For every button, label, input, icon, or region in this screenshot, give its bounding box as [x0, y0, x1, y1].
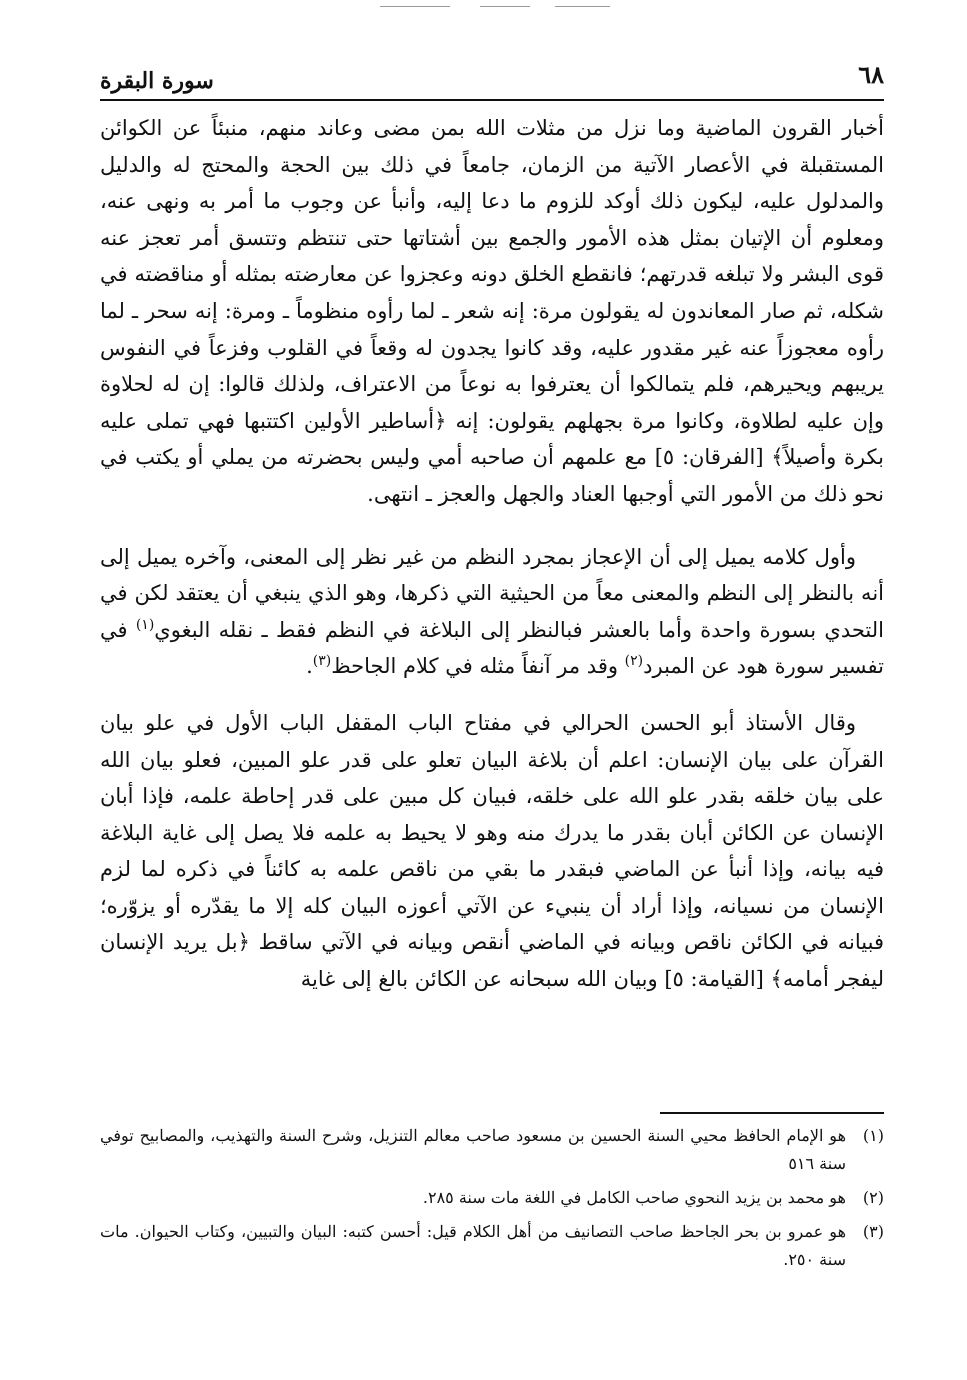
footnote-3: [100, 1218, 884, 1274]
footnote-number: (١): [862, 1126, 884, 1145]
footnote-1: [100, 1122, 884, 1178]
footnote-text: هو الإمام الحافظ محيي السنة الحسين بن مسعود صاحب معالم التنزيل، وشرح السنة والتهذيب، والمصابيح توفي سنة ٥١٦: [100, 1126, 846, 1173]
footnotes: [100, 1122, 884, 1280]
footnote-2: [100, 1184, 884, 1212]
paragraph-2-text-a: وأول كلامه يميل إلى أن الإعجاز بمجرد النظم من غير نظر إلى المعنى، وآخره يميل إلى أنه بالنظر إلى النظم والمعنى معاً من الحيثية التي ذكرها، وهو الذي ينبغي أن يعتقد لكن في التحدي بسورة واحدة وأما بالعشر فبالنظر إلى البلاغة في النظم فقط ـ نقله البغوي: [100, 544, 884, 642]
paragraph-3: وقال الأستاذ أبو الحسن الحرالي في مفتاح الباب المقفل الباب الأول في علو بيان القرآن على بيان الإنسان: اعلم أن بلاغة البيان تعلو على قدر علو المبين، فعلو بيان الله على بيان خلقه بقدر علو الله على خلقه، فبيان كل مبين على قدر إحاطة علمه، فإذا أبان الإنسان عن الكائن أبان بقدر ما يدرك منه وهو لا يحيط به علمه فلا يصل إلى غاية البلاغة فيه بيانه، وإذا أنبأ عن الماضي فبقدر ما بقي من ناقص علمه به كائناً في ذكره لما لزم الإنسان من نسيانه، وإذا أراد أن ينبيء عن الآتي أعوزه البيان كله إلا ما يقدّره أو يزوّره؛ فبيانه في الكائن ناقص وبيانه في الماضي أنقص وبيانه في الآتي ساقط ﴿بل يريد الإنسان ليفجر أمامه﴾ [القيامة: ٥] وبيان الله سبحانه عن الكائن بالغ إلى غاية: [100, 710, 884, 992]
paragraph-gap: [100, 513, 884, 539]
paragraph-2-text-d: .: [306, 654, 313, 679]
main-text: [100, 110, 884, 998]
page-header: [100, 60, 884, 100]
footnote-text: هو عمرو بن بحر الجاحظ صاحب التصانيف من أهل الكلام قيل: أحسن كتبه: البيان والتبيين، وكتاب الحيوان. مات سنة ٢٥٠.: [100, 1222, 847, 1269]
footnote-ref-2[interactable]: (٢): [624, 653, 644, 670]
top-edge-marks: [380, 6, 620, 8]
paragraph-2-text-c: وقد مر آنفاً مثله في كلام الجاحظ: [331, 654, 625, 679]
footnote-ref-1[interactable]: (١): [135, 616, 155, 633]
footnote-text: هو محمد بن يزيد النحوي صاحب الكامل في اللغة مات سنة ٢٨٥.: [422, 1188, 846, 1207]
page-number: ٦٨: [858, 60, 884, 89]
paragraph-1: أخبار القرون الماضية وما نزل من مثلات الله بمن مضى وعاند منهم، منبئاً عن الكوائن المستقبلة في الأعصار الآتية من الزمان، جامعاً في ذلك بين الحجة والمحتج له والدليل والمدلول عليه، ليكون ذلك أوكد للزوم ما دعا إليه، وأنبأ عن وجوب ما أمر به ونهى عنه، ومعلوم أن الإتيان بمثل هذه الأمور والجمع بين أشتاتها حتى تنتظم وتتسق أمر تعجز عنه قوى البشر ولا تبلغه قدرتهم؛ فانقطع الخلق دونه وعجزوا عن معارضته بمثله أو مناقضته في شكله، ثم صار المعاندون له يقولون مرة: إنه شعر ـ لما رأوه منظوماً ـ ومرة: إنه سحر ـ لما رأوه معجوزاً عنه غير مقدور عليه، وقد كانوا يجدون له وقعاً في القلوب وفزعاً في النفوس يريبهم ويحيرهم، فلم يتمالكوا أن يعترفوا به نوعاً من الاعتراف، ولذلك قالوا: إن له لحلاوة وإن عليه لطلاوة، وكانوا مرة بجهلهم يقولون: إنه ﴿أساطير الأولين اكتتبها فهي تملى عليه بكرة وأصيلاً﴾ [الفرقان: ٥] مع علمهم أن صاحبه أمي وليس بحضرته من يملي أو يكتب في نحو ذلك من الأمور التي أوجبها العناد والجهل والعجز ـ انتهى.: [100, 116, 884, 506]
paragraph-2: [100, 539, 884, 685]
header-rule: [100, 99, 884, 101]
footnote-number: (٢): [862, 1188, 884, 1207]
footnote-number: (٣): [862, 1222, 884, 1241]
paragraph-2-text-b: في تفسير سورة هود عن المبرد: [100, 617, 884, 679]
footnote-rule: [660, 1112, 884, 1114]
running-title: سورة البقرة: [100, 68, 214, 94]
footnote-ref-3[interactable]: (٣): [312, 653, 332, 670]
paragraph-gap: [100, 685, 884, 705]
